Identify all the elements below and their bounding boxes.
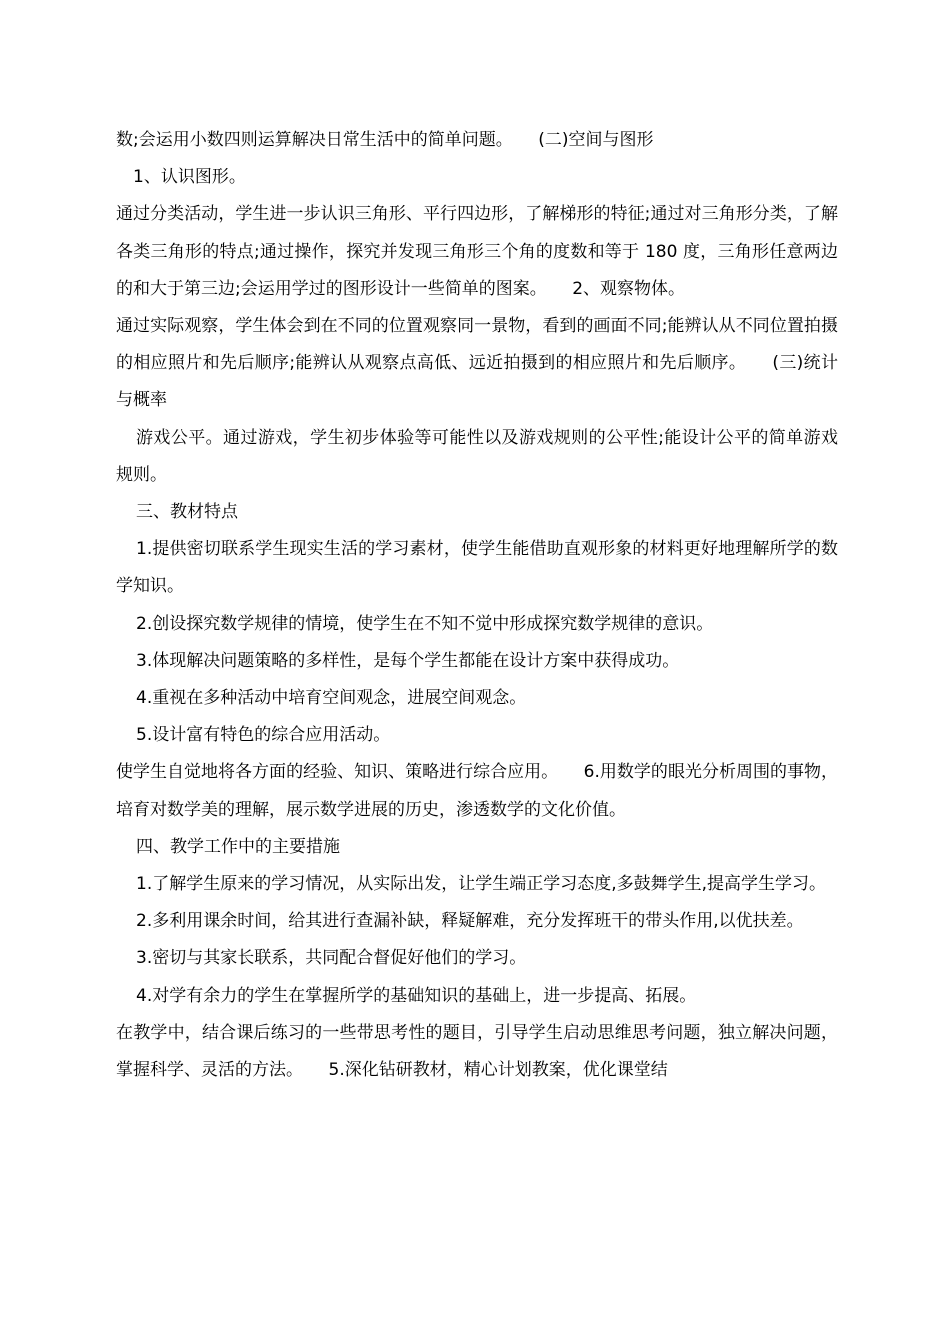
- list-item: 5.设计富有特色的综合应用活动。: [136, 725, 391, 746]
- list-item: 1.了解学生原来的学习情况，从实际出发，让学生端正学习态度,多鼓舞学生,提高学生学习。: [136, 874, 827, 895]
- list-item: 4.重视在多种活动中培育空间观念，进展空间观念。: [136, 688, 527, 709]
- paragraph: 使学生自觉地将各方面的经验、知识、策略进行综合应用。 6.用数学的眼光分析周围的事物，培育对数学美的理解，展示数学进展的历史，渗透数学的文化价值。: [116, 762, 838, 820]
- paragraph: 数;会运用小数四则运算解决日常生活中的简单问题。 (二)空间与图形: [116, 130, 654, 150]
- list-item: 2.多利用课余时间，给其进行查漏补缺，释疑解难，充分发挥班干的带头作用,以优扶差。: [136, 911, 804, 932]
- list-item: 3.体现解决问题策略的多样性，是每个学生都能在设计方案中获得成功。: [136, 650, 680, 671]
- paragraph: 在教学中，结合课后练习的一些带思考性的题目，引导学生启动思维思考问题，独立解决问题，掌握科学、灵活的方法。 5.深化钻研教材，精心计划教案，优化课堂结: [116, 1022, 838, 1081]
- paragraph: 通过实际观察，学生体会到在不同的位置观察同一景物，看到的画面不同;能辨认从不同位置拍摄的相应照片和先后顺序;能辨认从观察点高低、远近拍摄到的相应照片和先后顺序。 (三)统计与概率: [116, 316, 838, 411]
- paragraph: 通过分类活动，学生进一步认识三角形、平行四边形，了解梯形的特征;通过对三角形分类，了解各类三角形的特点;通过操作，探究并发现三角形三个角的度数和等于 180 度，三角形任意两边的和大于第三边;会运用学过的图形设计一些简单的图案。 2、观察物体。: [116, 204, 838, 299]
- list-item: 4.对学有余力的学生在掌握所学的基础知识的基础上，进一步提高、拓展。: [136, 985, 697, 1006]
- document-body: [116, 122, 838, 1089]
- list-item: 2.创设探究数学规律的情境，使学生在不知不觉中形成探究数学规律的意识。: [136, 613, 714, 634]
- list-item: 1.提供密切联系学生现实生活的学习素材，使学生能借助直观形象的材料更好地理解所学的数学知识。: [116, 539, 838, 597]
- subsection-heading: 1、认识图形。: [133, 167, 246, 188]
- section-heading: 三、教材特点: [136, 502, 238, 523]
- paragraph: 游戏公平。通过游戏，学生初步体验等可能性以及游戏规则的公平性;能设计公平的简单游戏规则。: [116, 427, 838, 485]
- section-heading: 四、教学工作中的主要措施: [136, 836, 340, 857]
- list-item: 3.密切与其家长联系，共同配合督促好他们的学习。: [136, 948, 527, 969]
